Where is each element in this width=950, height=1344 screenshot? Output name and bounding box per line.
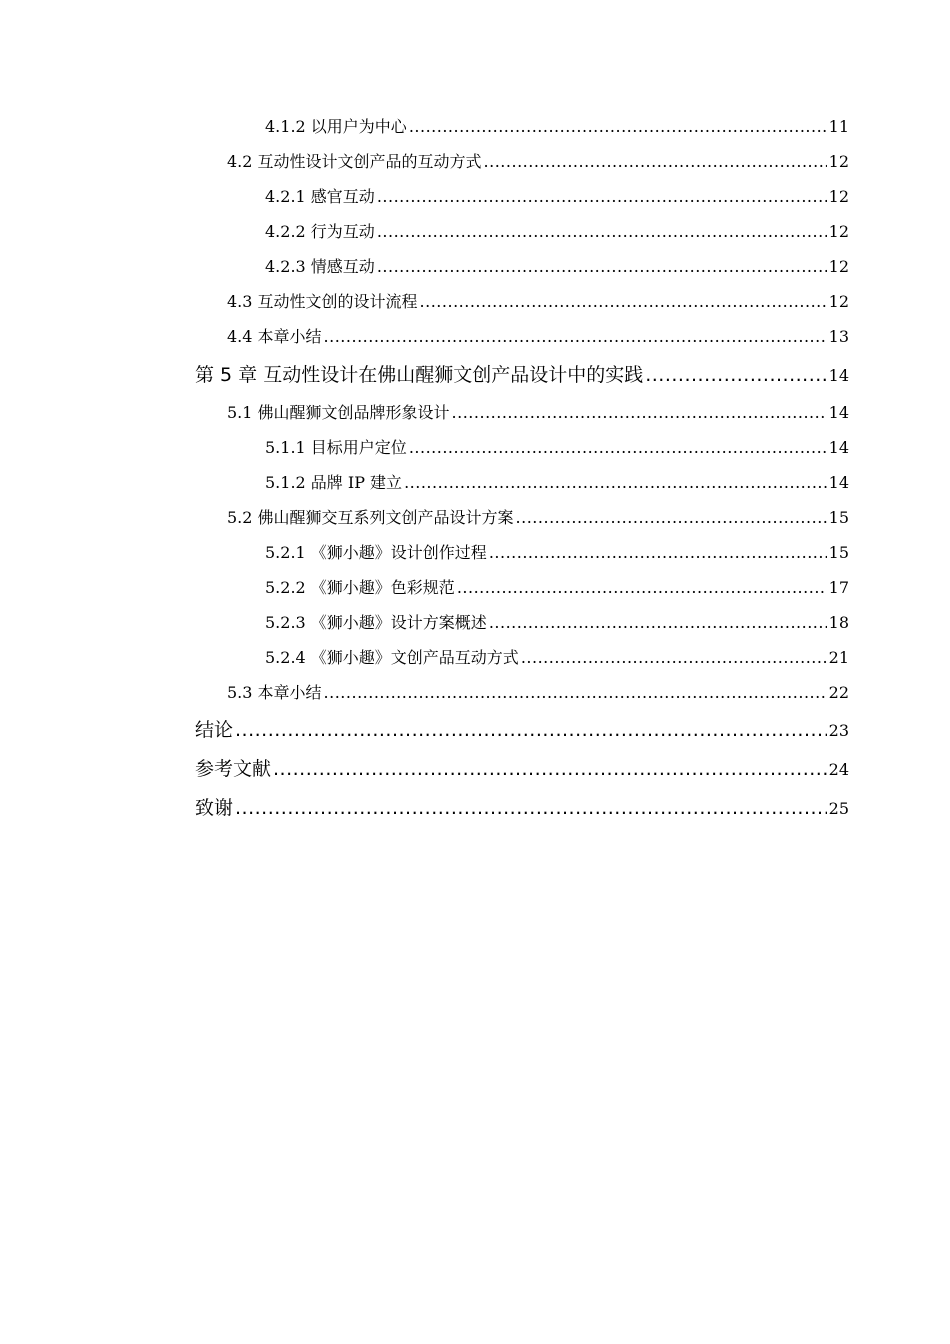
toc-entry-5-1-1[interactable] [265,435,849,458]
toc-leader-dots [457,578,827,597]
toc-leader-dots [484,152,827,171]
toc-page-number: 15 [828,508,849,527]
toc-leader-dots [521,648,827,667]
toc-page-number: 21 [828,648,849,667]
toc-entry-chapter-5[interactable] [195,360,849,387]
toc-entry-label: 4.2.2 行为互动 [265,222,375,241]
toc-leader-dots [324,683,827,702]
toc-entry-label: 5.3 本章小结 [227,683,322,702]
toc-page-number: 14 [828,403,849,422]
toc-leader-dots [235,719,827,741]
toc-leader-dots [489,613,827,632]
toc-leader-dots [516,508,827,527]
toc-entry-label: 5.1.2 品牌 IP 建立 [265,473,403,492]
toc-leader-dots [452,403,827,422]
toc-leader-dots [377,222,827,241]
toc-entry-label: 结论 [195,719,234,741]
toc-entry-4-2-1[interactable] [265,184,849,207]
toc-entry-5-3[interactable] [227,680,849,703]
toc-leader-dots [645,364,826,386]
toc-leader-dots [235,797,827,819]
toc-page-number: 17 [828,578,849,597]
toc-entry-acknowledgements[interactable] [195,793,849,820]
toc-page-number: 14 [828,366,849,385]
toc-entry-4-1-2[interactable] [265,114,849,137]
toc-entry-label: 5.2.2 《狮小趣》色彩规范 [265,578,455,597]
toc-entry-label: 4.2 互动性设计文创产品的互动方式 [227,152,482,171]
toc-leader-dots [377,257,827,276]
toc-entry-conclusion[interactable] [195,715,849,742]
toc-leader-dots [409,438,827,457]
toc-entry-4-2[interactable] [227,149,849,172]
toc-entry-label: 5.2 佛山醒狮交互系列文创产品设计方案 [227,508,514,527]
toc-entry-5-1[interactable] [227,400,849,423]
toc-entry-label: 第 5 章 互动性设计在佛山醒狮文创产品设计中的实践 [195,364,644,386]
toc-entry-5-2-2[interactable] [265,575,849,598]
toc-entry-5-2-3[interactable] [265,610,849,633]
toc-entry-5-2-4[interactable] [265,645,849,668]
toc-entry-4-3[interactable] [227,289,849,312]
toc-page-number: 22 [828,683,849,702]
toc-page-number: 15 [828,543,849,562]
toc-entry-label: 5.1 佛山醒狮文创品牌形象设计 [227,403,450,422]
toc-entry-label: 4.2.1 感官互动 [265,187,375,206]
toc-page-number: 12 [828,222,849,241]
toc-leader-dots [489,543,827,562]
toc-page-number: 14 [828,438,849,457]
toc-entry-4-2-3[interactable] [265,254,849,277]
toc-leader-dots [404,473,827,492]
toc-entry-5-2-1[interactable] [265,540,849,563]
toc-entry-label: 4.1.2 以用户为中心 [265,117,407,136]
toc-leader-dots [409,117,827,136]
toc-entry-label: 5.2.4 《狮小趣》文创产品互动方式 [265,648,519,667]
toc-page-number: 23 [828,721,849,740]
toc-entry-5-1-2[interactable] [265,470,849,493]
toc-page-number: 12 [828,292,849,311]
toc-page-number: 24 [828,760,849,779]
toc-entry-4-2-2[interactable] [265,219,849,242]
toc-page-number: 12 [828,152,849,171]
toc-page-number: 11 [828,117,849,136]
toc-entry-label: 参考文献 [195,758,272,780]
toc-page-number: 18 [828,613,849,632]
toc-page-number: 13 [828,327,849,346]
toc-entry-5-2[interactable] [227,505,849,528]
toc-page-number: 14 [828,473,849,492]
toc-entry-references[interactable] [195,754,849,781]
toc-entry-4-4[interactable] [227,324,849,347]
toc-entry-label: 5.1.1 目标用户定位 [265,438,407,457]
toc-entry-label: 4.2.3 情感互动 [265,257,375,276]
toc-entry-label: 4.3 互动性文创的设计流程 [227,292,418,311]
toc-entry-label: 5.2.3 《狮小趣》设计方案概述 [265,613,487,632]
toc-entry-label: 4.4 本章小结 [227,327,322,346]
toc-entry-label: 5.2.1 《狮小趣》设计创作过程 [265,543,487,562]
toc-entry-label: 致谢 [195,797,234,819]
toc-leader-dots [420,292,827,311]
toc-page-number: 25 [828,799,849,818]
toc-leader-dots [377,187,827,206]
toc-page-number: 12 [828,257,849,276]
toc-page-number: 12 [828,187,849,206]
toc-leader-dots [324,327,827,346]
toc-leader-dots [273,758,827,780]
